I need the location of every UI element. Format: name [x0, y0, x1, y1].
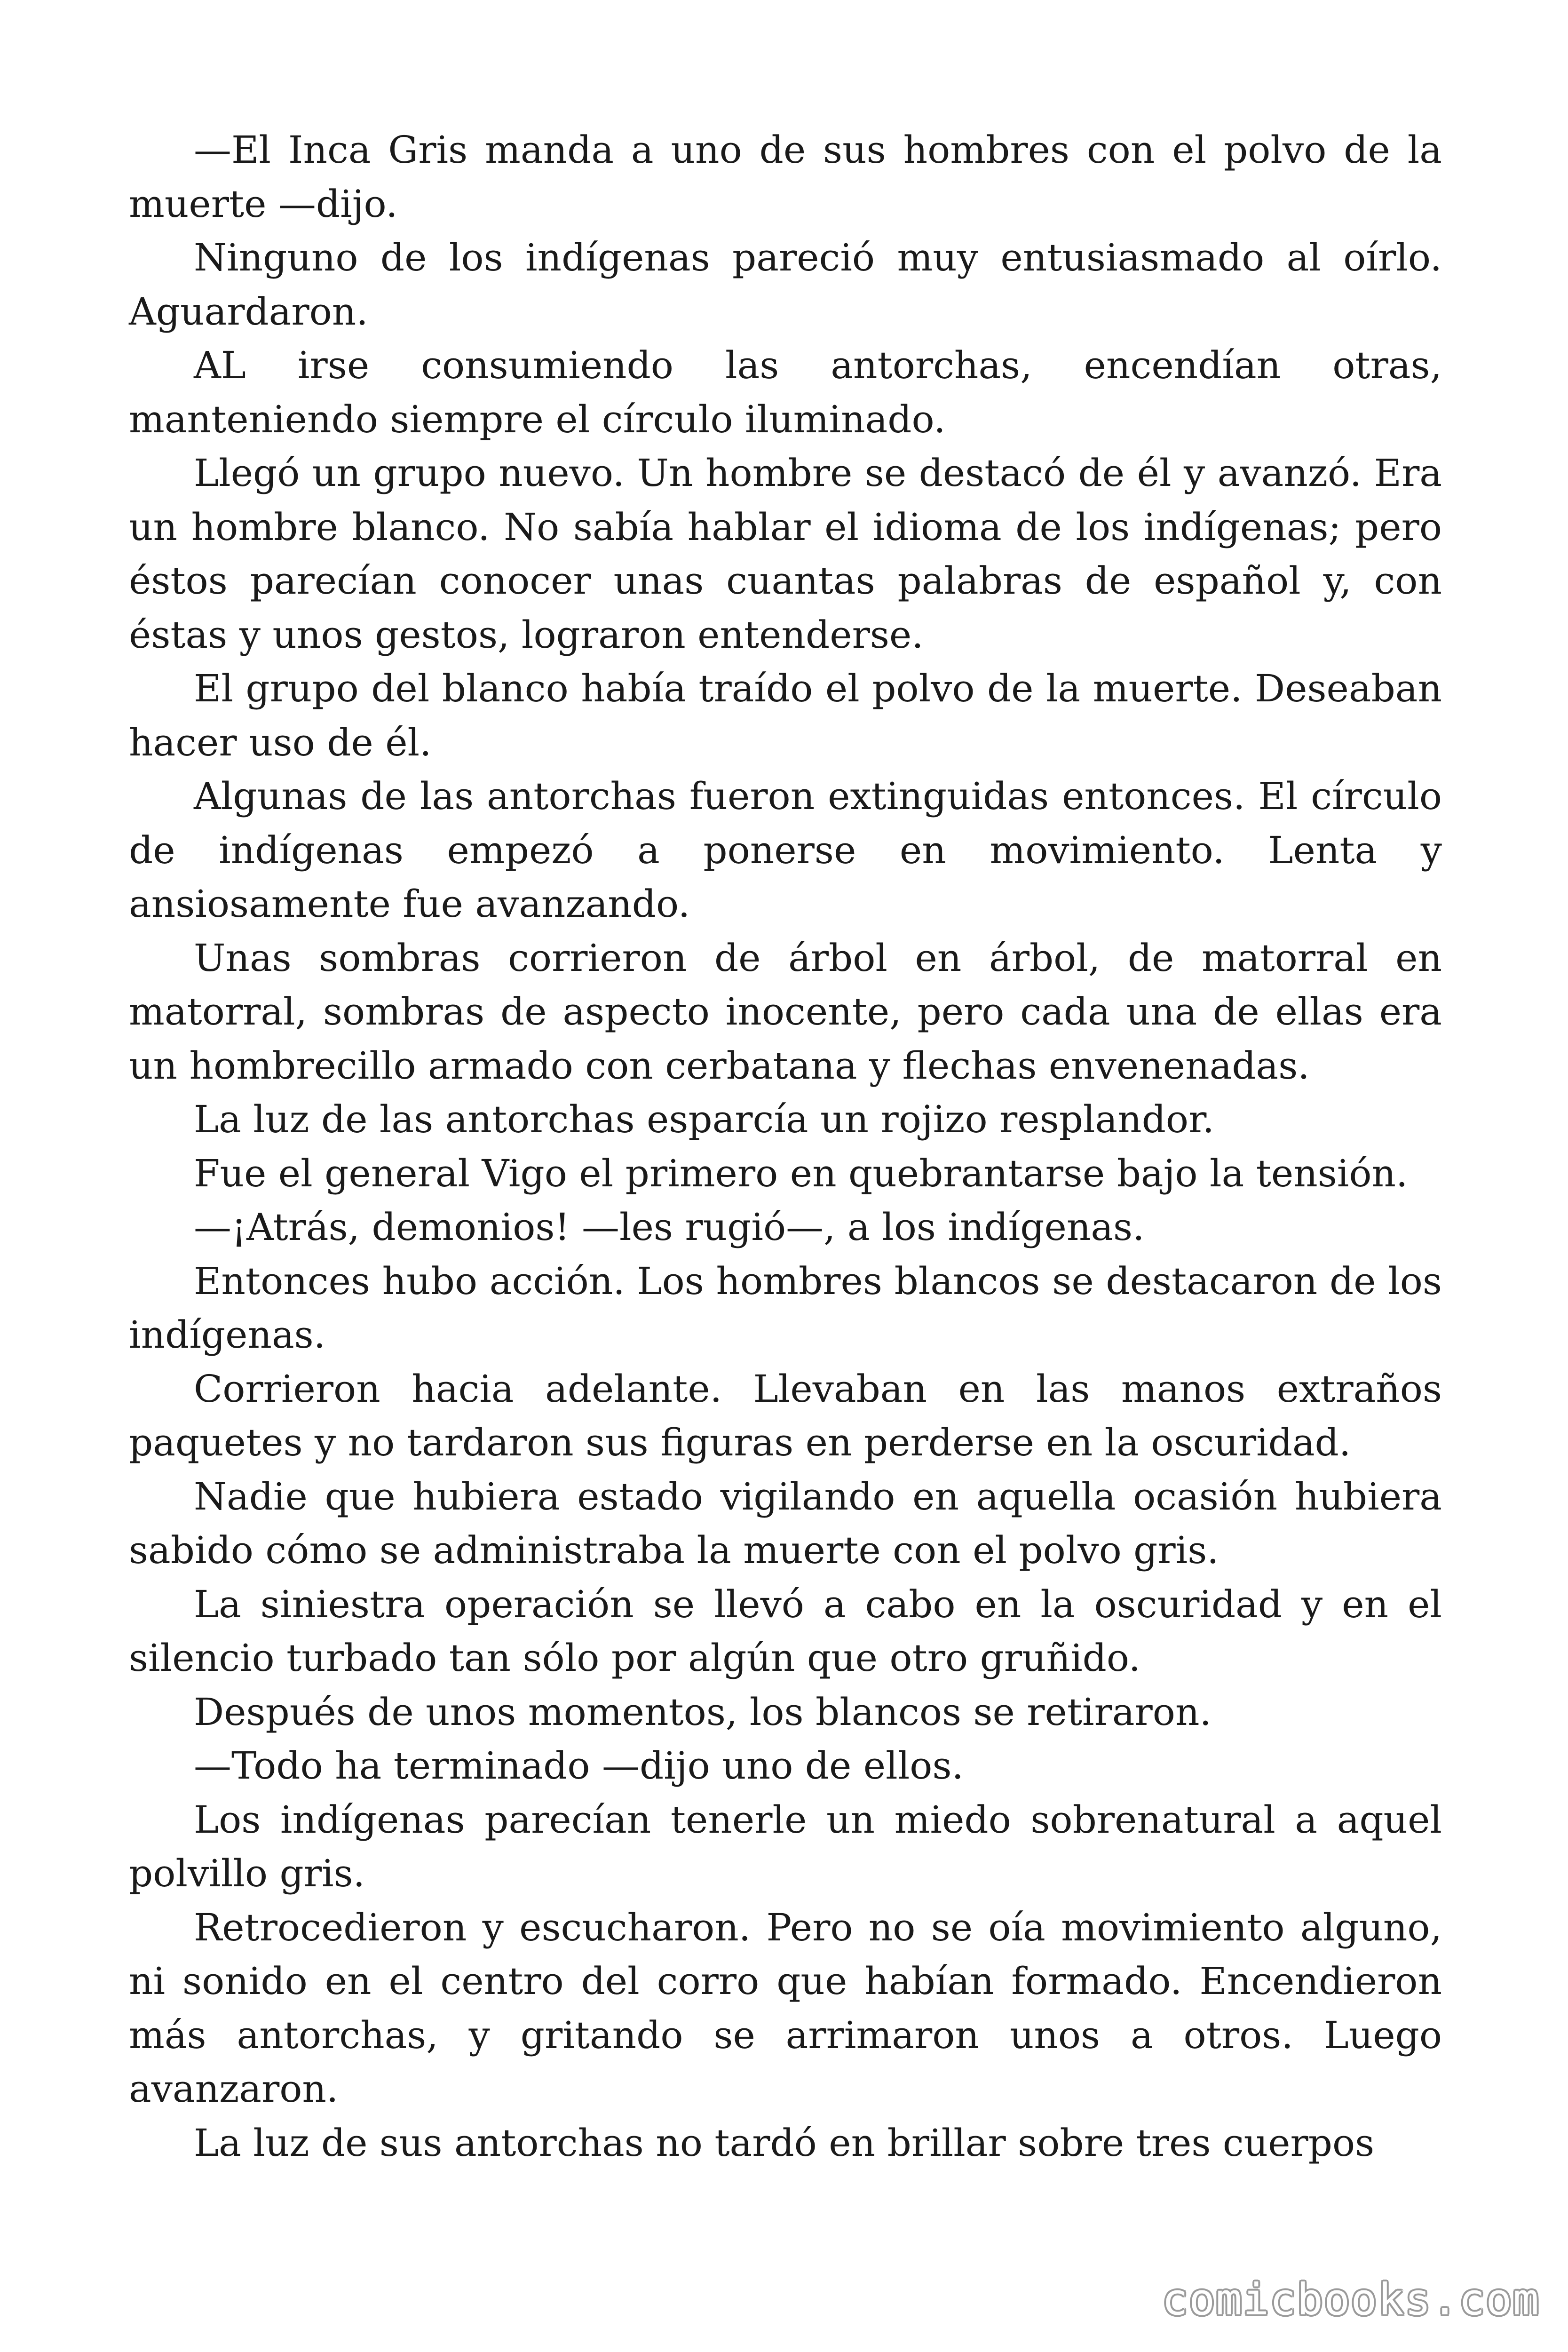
- paragraph: AL irse consumiendo las antorchas, encendían otras, manteniendo siempre el círculo iluminado.: [129, 343, 1442, 441]
- paragraph: Algunas de las antorchas fueron extinguidas entonces. El círculo de indígenas empezó a ponerse en movimiento. Lenta y ansiosamente fue avanzando.: [129, 774, 1442, 926]
- paragraph: Unas sombras corrieron de árbol en árbol, de matorral en matorral, sombras de aspecto inocente, pero cada una de ellas era un hombrecillo armado con cerbatana y flechas envenenadas.: [129, 936, 1442, 1088]
- paragraph: Nadie que hubiera estado vigilando en aquella ocasión hubiera sabido cómo se administraba la muerte con el polvo gris.: [129, 1474, 1442, 1572]
- paragraph: —¡Atrás, demonios! —les rugió—, a los indígenas.: [194, 1205, 1145, 1249]
- paragraph: Corrieron hacia adelante. Llevaban en las manos extraños paquetes y no tardaron sus figuras en perderse en la oscuridad.: [129, 1367, 1442, 1464]
- watermark-logo: comicbooks.com: [1162, 2274, 1540, 2325]
- paragraph: Después de unos momentos, los blancos se retiraron.: [194, 1690, 1212, 1734]
- paragraph: —El Inca Gris manda a uno de sus hombres con el polvo de la muerte —dijo.: [129, 128, 1442, 226]
- page-text: [129, 123, 1442, 2170]
- paragraph: Ninguno de los indígenas pareció muy entusiasmado al oírlo. Aguardaron.: [129, 236, 1442, 334]
- paragraph: La luz de sus antorchas no tardó en brillar sobre tres cuerpos: [194, 2121, 1375, 2165]
- paragraph: Retrocedieron y escucharon. Pero no se oía movimiento alguno, ni sonido en el centro del corro que habían formado. Encendieron más antorchas, y gritando se arrimaron unos a otros. Luego avanzaron.: [129, 1905, 1442, 2111]
- paragraph: Los indígenas parecían tenerle un miedo sobrenatural a aquel polvillo gris.: [129, 1797, 1442, 1895]
- paragraph: —Todo ha terminado —dijo uno de ellos.: [194, 1744, 964, 1788]
- paragraph: La luz de las antorchas esparcía un rojizo resplandor.: [194, 1097, 1214, 1141]
- paragraph: El grupo del blanco había traído el polvo de la muerte. Deseaban hacer uso de él.: [129, 667, 1442, 764]
- paragraph: La siniestra operación se llevó a cabo en la oscuridad y en el silencio turbado tan sólo por algún que otro gruñido.: [129, 1582, 1442, 1680]
- paragraph: Llegó un grupo nuevo. Un hombre se destacó de él y avanzó. Era un hombre blanco. No sabía hablar el idioma de los indígenas; pero éstos parecían conocer unas cuantas palabras de español y, con éstas y unos gestos, lograron entenderse.: [129, 451, 1442, 657]
- paragraph: Fue el general Vigo el primero en quebrantarse bajo la tensión.: [194, 1151, 1408, 1195]
- paragraph: Entonces hubo acción. Los hombres blancos se destacaron de los indígenas.: [129, 1259, 1442, 1357]
